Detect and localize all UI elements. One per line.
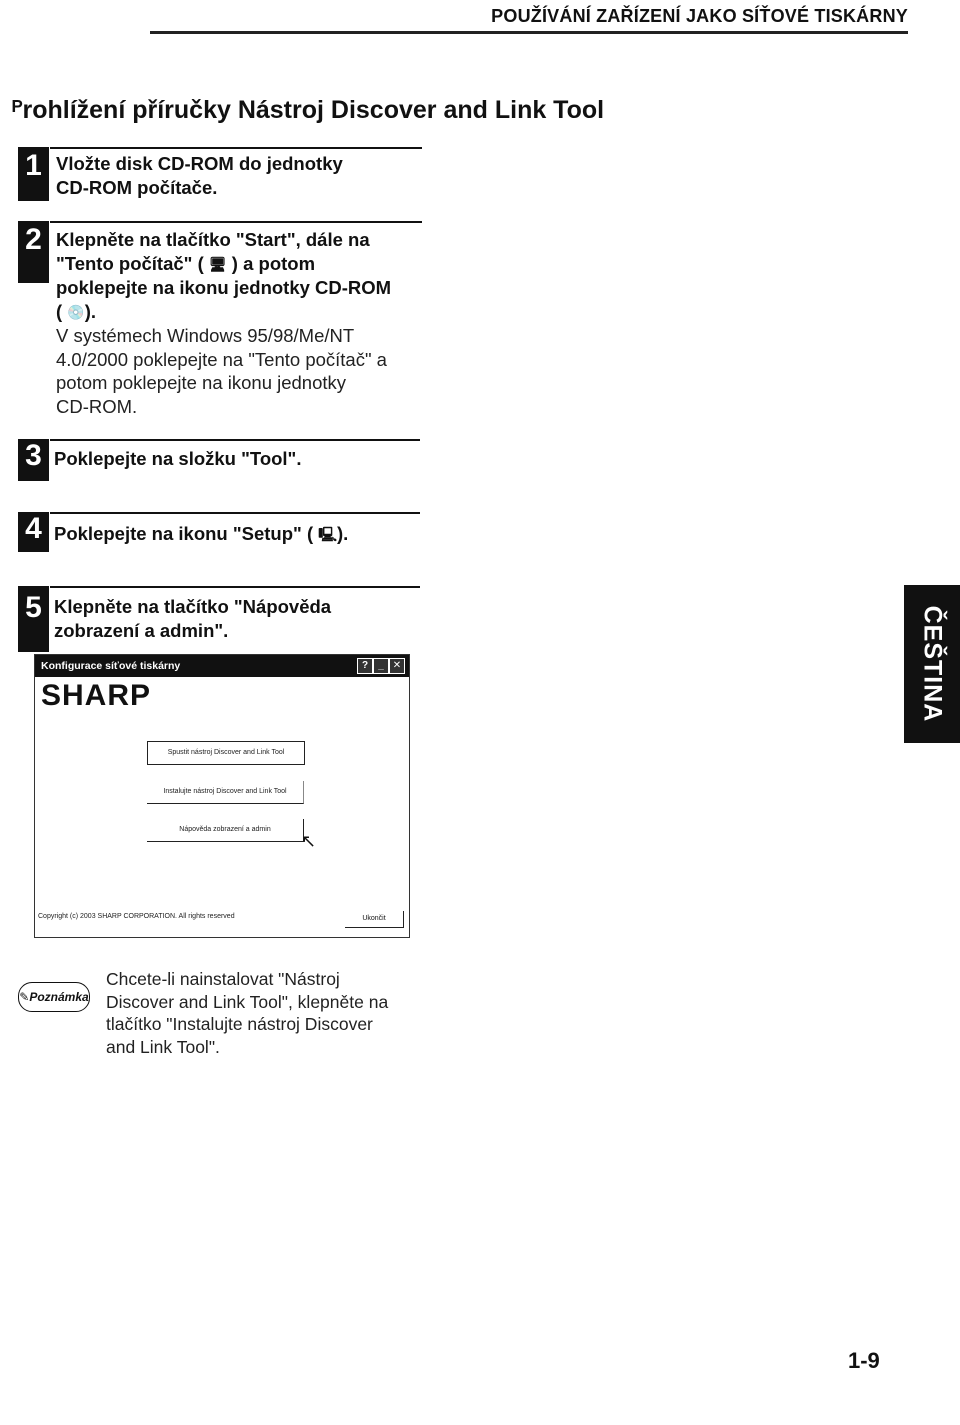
language-label: ČEŠTINA [918, 605, 947, 723]
step-5-text: Klepněte na tlačítko "Nápověda zobrazení a admin". [54, 596, 332, 641]
step-1-rule [50, 147, 422, 149]
help-icon[interactable]: ? [357, 658, 373, 674]
step-2-number: 2 [18, 221, 49, 283]
step-4-rule [50, 512, 420, 514]
page-number: 1-9 [848, 1348, 880, 1373]
cdrom-drive-icon: 💿 [67, 303, 85, 320]
note-icon: ✎Poznámka [18, 982, 90, 1012]
launch-tool-button[interactable]: Spustit nástroj Discover and Link Tool [147, 741, 305, 765]
page-header-title: POUŽÍVÁNÍ ZAŘÍZENÍ JAKO SÍŤOVÉ TISKÁRNY [491, 6, 908, 26]
step-3-rule [50, 439, 420, 441]
note-text: Chcete-li nainstalovat "Nástroj Discover and Link Tool", klepněte na tlačítko "Instalujte nástroj Discover and Link Tool". [106, 969, 389, 1057]
step-4-number: 4 [18, 512, 49, 552]
pencil-icon: ✎ [19, 990, 30, 1004]
computer-icon: 🖥 [208, 255, 227, 272]
mouse-cursor-icon: ↖ [301, 831, 317, 851]
sharp-logo: SHARP [41, 679, 152, 712]
step-2-text: Klepněte na tlačítko "Start", dále na "Tento počítač" ( 🖥 ) a potom poklepejte na ikonu jednotky CD-ROM ( 💿). V systémech Windows 95/98/Me/NT 4.0/2000 poklepejte na "Tento počítač" a potom poklepejte na ikonu jednotky CD-ROM. [56, 229, 392, 417]
install-tool-button[interactable]: Instalujte nástroj Discover and Link Tool [147, 781, 304, 804]
section-title: ᴾrohlížení příručky Nástroj Discover and Link Tool [12, 96, 605, 124]
step-3-number: 3 [18, 439, 49, 481]
exit-button[interactable]: Ukončit [345, 911, 404, 928]
language-side-tab [904, 585, 960, 743]
dialog-titlebar [35, 655, 409, 677]
minimize-icon[interactable]: _ [373, 658, 389, 674]
header-rule [150, 31, 908, 34]
step-1-number: 1 [18, 147, 49, 201]
dialog-title: Konfigurace síťové tiskárny [41, 660, 181, 672]
step-5-number: 5 [18, 586, 49, 652]
setup-icon: 🖳 [318, 526, 337, 542]
step-3-text: Poklepejte na složku "Tool". [54, 448, 302, 469]
step-4-text: Poklepejte na ikonu "Setup" ( 🖳). [54, 522, 348, 547]
dialog-copyright: Copyright (c) 2003 SHARP CORPORATION. All rights reserved [38, 913, 235, 920]
step-1-text: Vložte disk CD-ROM do jednotky CD-ROM počítače. [56, 153, 343, 198]
setup-dialog-screenshot [34, 654, 410, 938]
step-2-rule [50, 221, 422, 223]
help-admin-button[interactable]: Nápověda zobrazení a admin [147, 819, 304, 842]
step-5-rule [50, 586, 420, 588]
close-icon[interactable]: ✕ [389, 658, 405, 674]
